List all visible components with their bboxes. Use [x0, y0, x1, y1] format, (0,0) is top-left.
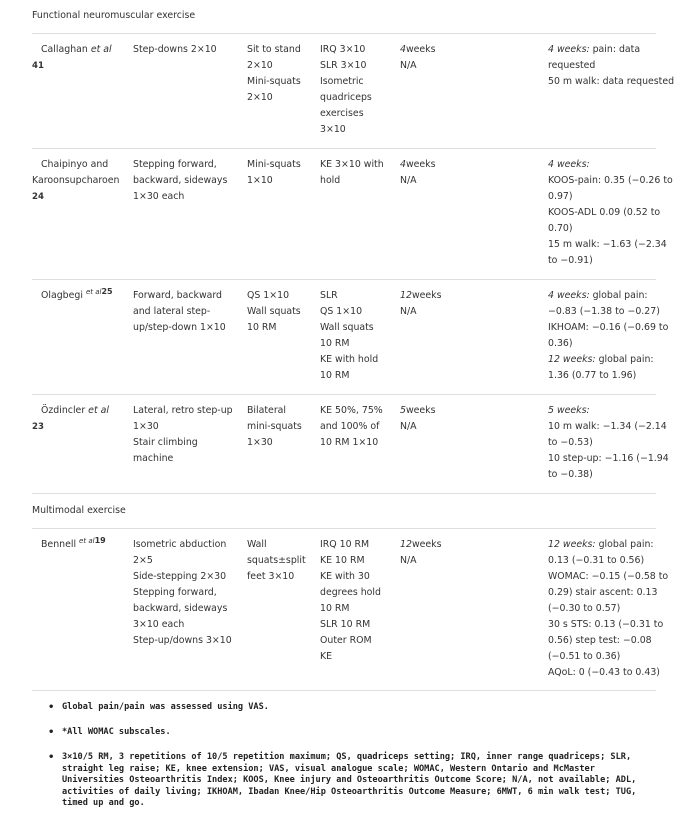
- cell-line: 1.36 (0.77 to 1.96): [548, 370, 637, 381]
- cell-line: and lateral step-: [133, 306, 211, 317]
- cell-line: 0.13 (−0.31 to 0.56): [548, 555, 645, 566]
- duration-unit: weeks: [411, 539, 442, 550]
- outcome-cell: [548, 42, 675, 90]
- outcome-cell: [548, 157, 673, 269]
- cell-line: Mini-squats: [247, 159, 301, 170]
- section-title-functional: Functional neuromuscular exercise: [32, 10, 196, 21]
- cell-line: Stepping forward,: [133, 587, 217, 598]
- exercise-cell: [247, 288, 317, 336]
- duration-value: 12: [400, 290, 412, 301]
- cell-line: KE 50%, 75%: [320, 405, 383, 416]
- cell-line: Wall squats: [320, 322, 374, 333]
- cell-line: 1×30: [133, 421, 159, 432]
- cell-line: Side-stepping 2×30: [133, 571, 227, 582]
- exercise-cell: [133, 157, 245, 205]
- cell-line: 0.70): [548, 223, 573, 234]
- cell-line: Isometric: [320, 76, 364, 87]
- duration-cell: [400, 288, 480, 320]
- timepoint-label: 5 weeks:: [548, 405, 590, 416]
- outcome-cell: [548, 288, 669, 384]
- cell-line: N/A: [400, 555, 417, 566]
- study-name: Chaipinyo and: [41, 159, 109, 170]
- cell-line: 0.29) stair ascent: 0.13: [548, 587, 658, 598]
- table-footnotes: [48, 702, 658, 823]
- cell-line: SLR: [320, 290, 338, 301]
- cell-line: WOMAC: −0.15 (−0.58 to: [548, 571, 669, 582]
- cell-line: (−0.51 to 0.36): [548, 651, 621, 662]
- cell-line: Mini-squats: [247, 76, 301, 87]
- cell-line: backward, sideways: [133, 175, 228, 186]
- cell-line: Bilateral: [247, 405, 287, 416]
- row-divider: [32, 33, 656, 34]
- exercise-cell: [320, 288, 398, 384]
- exercise-cell: [247, 157, 317, 189]
- study-cell: [32, 403, 133, 435]
- cell-line: 10 RM 1×10: [320, 437, 379, 448]
- cell-line: squats±split: [247, 555, 306, 566]
- duration-value: 5: [400, 405, 406, 416]
- row-divider: [32, 148, 656, 149]
- cell-line: Wall: [247, 539, 267, 550]
- exercise-cell: [320, 157, 398, 189]
- outcome-cell: [548, 537, 669, 681]
- study-name: Callaghan: [41, 44, 88, 55]
- cell-line: backward, sideways: [133, 603, 228, 614]
- cell-line: 3×10 each: [133, 619, 185, 630]
- exercise-cell: [320, 42, 398, 138]
- cell-line: and 100% of: [320, 421, 380, 432]
- cell-line: mini-squats: [247, 421, 302, 432]
- duration-value: 4: [400, 159, 406, 170]
- cell-line: pain: data: [589, 44, 641, 55]
- cell-line: 0.56) step test: −0.08: [548, 635, 652, 646]
- exercise-cell: [320, 537, 398, 665]
- cell-line: 10 RM: [320, 370, 350, 381]
- duration-cell: [400, 157, 480, 189]
- cell-line: 1×30 each: [133, 191, 185, 202]
- duration-value: 12: [400, 539, 412, 550]
- cell-line: KE with 30: [320, 571, 370, 582]
- duration-unit: weeks: [411, 290, 442, 301]
- cell-line: Stepping forward,: [133, 159, 217, 170]
- timepoint-label: 12 weeks:: [548, 354, 596, 365]
- cell-line: machine: [133, 453, 174, 464]
- duration-cell: [400, 403, 480, 435]
- exercise-cell: [320, 403, 398, 451]
- cell-line: IKHOAM: −0.16 (−0.69 to: [548, 322, 669, 333]
- cell-line: Outer ROM: [320, 635, 372, 646]
- cell-line: 1×30: [247, 437, 273, 448]
- cell-line: to −0.91): [548, 255, 593, 266]
- cell-line: 10 m walk: −1.34 (−2.14: [548, 421, 667, 432]
- timepoint-label: 12 weeks:: [548, 539, 596, 550]
- cell-line: 10 step-up: −1.16 (−1.94: [548, 453, 669, 464]
- duration-unit: weeks: [405, 44, 436, 55]
- cell-line: 50 m walk: data requested: [548, 76, 675, 87]
- cell-line: global pain:: [595, 354, 654, 365]
- study-name: Özdincler: [41, 405, 86, 416]
- cell-line: IRQ 10 RM: [320, 539, 370, 550]
- cell-line: N/A: [400, 175, 417, 186]
- cell-line: Step-downs 2×10: [133, 44, 217, 55]
- row-divider: [32, 493, 656, 494]
- exercise-cell: [133, 537, 245, 649]
- study-ref[interactable]: 41: [32, 61, 44, 71]
- outcome-cell: [548, 403, 669, 483]
- study-cell: [32, 157, 133, 205]
- cell-line: N/A: [400, 421, 417, 432]
- study-etal: et al: [88, 405, 109, 416]
- cell-line: −0.83 (−1.38 to −0.27): [548, 306, 660, 317]
- timepoint-label: 4 weeks:: [548, 159, 590, 170]
- cell-line: global pain:: [595, 539, 654, 550]
- cell-line: degrees hold: [320, 587, 381, 598]
- cell-line: Wall squats: [247, 306, 301, 317]
- cell-line: Lateral, retro step-up: [133, 405, 233, 416]
- cell-line: KOOS-ADL 0.09 (0.52 to: [548, 207, 661, 218]
- study-etal: et al: [90, 44, 112, 55]
- row-divider: [32, 394, 656, 395]
- row-divider: [32, 279, 656, 280]
- study-etal: et al: [79, 536, 95, 545]
- cell-line: (−0.30 to 0.57): [548, 603, 621, 614]
- cell-line: 2×10: [247, 60, 273, 71]
- cell-line: N/A: [400, 60, 417, 71]
- timepoint-label: 4 weeks:: [548, 290, 590, 301]
- footnote: • *All WOMAC subscales.: [48, 727, 658, 739]
- exercise-cell: [133, 42, 245, 58]
- exercise-cell: [133, 403, 245, 467]
- cell-line: SLR 3×10: [320, 60, 367, 71]
- cell-line: KOOS-pain: 0.35 (−0.26 to: [548, 175, 673, 186]
- cell-line: 2×5: [133, 555, 153, 566]
- cell-line: 10 RM: [320, 603, 350, 614]
- cell-line: Isometric abduction: [133, 539, 227, 550]
- cell-line: Step-up/downs 3×10: [133, 635, 232, 646]
- timepoint-label: 4 weeks:: [548, 44, 590, 55]
- cell-line: AQoL: 0 (−0.43 to 0.43): [548, 667, 660, 678]
- cell-line: Sit to stand: [247, 44, 301, 55]
- row-divider: [32, 690, 656, 691]
- cell-line: 30 s STS: 0.13 (−0.31 to: [548, 619, 664, 630]
- cell-line: 2×10: [247, 92, 273, 103]
- cell-line: KE: [320, 651, 333, 662]
- cell-line: KE 3×10 with: [320, 159, 384, 170]
- cell-line: 3×10: [320, 124, 346, 135]
- cell-line: KE 10 RM: [320, 555, 365, 566]
- cell-line: 10 RM: [247, 322, 277, 333]
- study-cell: [41, 537, 133, 553]
- exercise-cell: [247, 537, 317, 585]
- cell-line: QS 1×10: [247, 290, 290, 301]
- cell-line: SLR 10 RM: [320, 619, 371, 630]
- duration-unit: weeks: [405, 405, 436, 416]
- cell-line: requested: [548, 60, 596, 71]
- cell-line: Forward, backward: [133, 290, 222, 301]
- cell-line: KE with hold: [320, 354, 379, 365]
- study-name: Olagbegi: [41, 290, 83, 301]
- study-cell: [41, 288, 133, 304]
- duration-value: 4: [400, 44, 406, 55]
- duration-unit: weeks: [405, 159, 436, 170]
- cell-line: up/step-down 1×10: [133, 322, 226, 333]
- study-cell: [32, 42, 133, 74]
- cell-line: 0.36): [548, 338, 573, 349]
- cell-line: 1×10: [247, 175, 273, 186]
- study-ref[interactable]: 23: [32, 422, 44, 432]
- exercise-cell: [247, 42, 317, 106]
- cell-line: hold: [320, 175, 341, 186]
- study-etal: et al: [85, 287, 102, 296]
- cell-line: 15 m walk: −1.63 (−2.34: [548, 239, 667, 250]
- study-ref[interactable]: 19: [94, 535, 106, 545]
- footnote: • 3×10/5 RM, 3 repetitions of 10/5 repetition maximum; QS, quadriceps setting; IRQ, inner range quadriceps; SLR, straight leg raise; KE, knee extension; VAS, visual analogue scale; WOMAC, Western Ontario and McMaster Universities Osteoarthritis Index; KOOS, Knee injury and Osteoarthritis Outcome Score; N/A, not available; ADL, activities of daily living; IKHOAM, Ibadan Knee/Hip Osteoarthritis Outcome Measure; 6MWT, 6 min walk test; TUG, timed up and go.: [48, 752, 658, 810]
- section-title-multimodal: Multimodal exercise: [32, 505, 126, 516]
- cell-line: global pain:: [589, 290, 648, 301]
- exercise-cell: [247, 403, 317, 451]
- study-name: Bennell: [41, 539, 77, 550]
- cell-line: 10 RM: [320, 338, 350, 349]
- cell-line: to −0.53): [548, 437, 593, 448]
- cell-line: IRQ 3×10: [320, 44, 366, 55]
- cell-line: feet 3×10: [247, 571, 295, 582]
- cell-line: 0.97): [548, 191, 573, 202]
- cell-line: exercises: [320, 108, 364, 119]
- cell-line: Stair climbing: [133, 437, 198, 448]
- row-divider: [32, 528, 656, 529]
- cell-line: to −0.38): [548, 469, 593, 480]
- exercise-cell: [133, 288, 245, 336]
- study-name: Karoonsupcharoen: [32, 175, 120, 186]
- study-ref[interactable]: 25: [101, 286, 113, 296]
- cell-line: N/A: [400, 306, 417, 317]
- duration-cell: [400, 42, 480, 74]
- duration-cell: [400, 537, 480, 569]
- study-ref[interactable]: 24: [32, 192, 44, 202]
- cell-line: quadriceps: [320, 92, 372, 103]
- cell-line: QS 1×10: [320, 306, 363, 317]
- footnote: • Global pain/pain was assessed using VAS.: [48, 702, 658, 714]
